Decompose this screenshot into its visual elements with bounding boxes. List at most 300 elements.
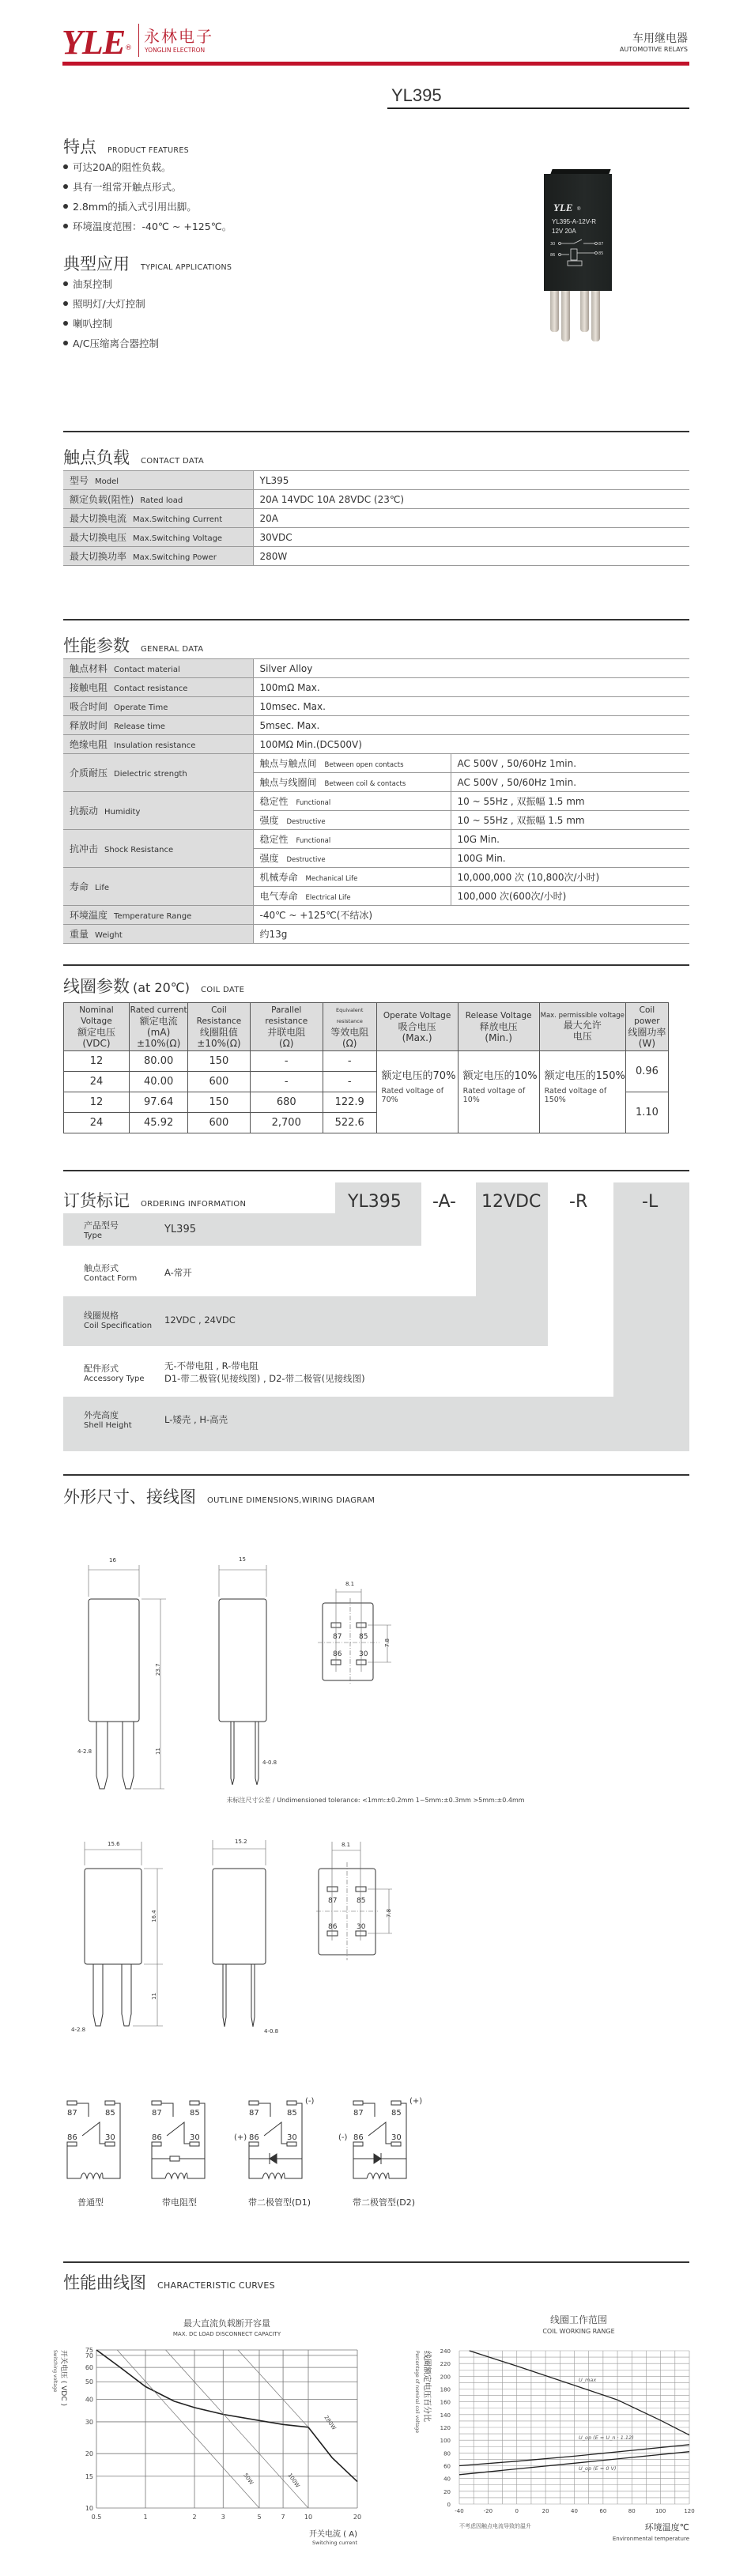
label-en: Rated load <box>140 496 183 505</box>
column-header <box>625 1003 668 1051</box>
row-label <box>63 547 253 566</box>
x-tick-label: 5 <box>257 2514 262 2521</box>
column-header <box>64 1003 130 1051</box>
pin-icon <box>591 291 600 341</box>
y-tick-label: 220 <box>440 2361 451 2368</box>
applications-subtitle: TYPICAL APPLICATIONS <box>141 263 232 272</box>
pin-icon <box>580 291 589 332</box>
dim-height: 16.4 <box>151 1910 157 1922</box>
x-axis-label: 开关电流 ( A) <box>308 2530 357 2539</box>
label-cn: 触点形式 <box>84 1263 119 1273</box>
x-tick-label: 60 <box>599 2508 607 2514</box>
header-en: Coil power <box>634 1005 660 1026</box>
header-en: Equivalent resistance <box>335 1007 364 1024</box>
code-part-shell: -L <box>642 1192 659 1212</box>
label-en: Life <box>95 884 110 892</box>
ordering-title: 订货标记 <box>63 1191 130 1210</box>
row-value: YL395 <box>253 471 689 490</box>
registered-mark: ® <box>125 44 132 52</box>
label-cn: 触点材料 <box>70 663 108 674</box>
pin-label-86: 86 <box>328 1923 338 1931</box>
label-cn: 接触电阻 <box>70 682 108 693</box>
sub-label <box>253 849 451 868</box>
brand-name-en: YONGLIN ELECTRON <box>145 47 206 54</box>
header-en: Operate Voltage <box>383 1011 451 1020</box>
note-en: Rated voltage of 10% <box>462 1087 526 1104</box>
label-en: Type <box>84 1231 102 1240</box>
label-cn: 重量 <box>70 929 89 940</box>
polarity-right: (-) <box>305 2097 315 2106</box>
row-label <box>63 697 253 716</box>
applications-list <box>63 273 159 353</box>
cell: 2,700 <box>250 1113 323 1133</box>
coil-data-table <box>63 1002 669 1133</box>
cell: 24 <box>64 1113 130 1133</box>
column-header <box>323 1003 376 1051</box>
list-item: A/C压缩离合器控制 <box>63 333 159 353</box>
list-item: 环境温度范围：-40℃ ~ +125℃。 <box>63 216 232 236</box>
x-tick-label: 100 <box>655 2508 666 2514</box>
label-en: Release time <box>114 722 165 731</box>
table-row <box>63 925 689 944</box>
outline-drawing-short <box>47 1834 711 2047</box>
x-axis-label: 环境温度℃ <box>644 2522 689 2533</box>
code-part-contact: -A- <box>432 1192 456 1212</box>
label-cn: 线圈规格 <box>84 1311 119 1321</box>
sub-label-cn: 稳定性 <box>259 834 289 845</box>
pin-label-86: 86 <box>333 1650 342 1658</box>
ordering-value: YL395 <box>164 1224 196 1235</box>
y-tick-label: 200 <box>440 2374 451 2381</box>
x-tick-label: 20 <box>542 2508 549 2514</box>
relay-pin-87: 87 <box>598 242 604 247</box>
wiring-caption: 带二极管型(D2) <box>353 2197 416 2208</box>
cell: 97.64 <box>129 1092 187 1113</box>
series-annotation: 50W <box>242 2472 255 2487</box>
sub-label-cn: 触点与触点间 <box>259 758 317 769</box>
pin-icon <box>561 291 570 341</box>
column-header <box>129 1003 187 1051</box>
label-en: Weight <box>95 931 123 940</box>
dim-depth: 15.2 <box>235 1839 247 1845</box>
row-label <box>63 716 253 735</box>
contact-data-table <box>63 470 689 566</box>
row-label <box>63 471 253 490</box>
label-cn: 产品型号 <box>84 1220 119 1231</box>
coil-heading <box>63 974 244 998</box>
label-en: Accessory Type <box>84 1374 145 1383</box>
relay-pin-85: 85 <box>598 251 604 256</box>
label-en: Model <box>95 477 119 486</box>
row-label <box>63 528 253 547</box>
row-value: -40℃ ~ +125℃(不结冰) <box>253 906 689 925</box>
note-en: Rated voltage of 150% <box>544 1087 607 1104</box>
chart-note: 不考虑因触点电流导致的温升 <box>459 2523 531 2529</box>
table-row <box>63 547 689 566</box>
max-note <box>539 1051 625 1133</box>
label-cn: 额定负载(阻性) <box>70 494 134 505</box>
code-part-type: YL395 <box>348 1192 402 1212</box>
sub-label-cn: 电气寿命 <box>259 891 298 902</box>
dim-height: 23.7 <box>155 1663 161 1676</box>
cell: 122.9 <box>323 1092 376 1113</box>
coil-title: 线圈参数 <box>63 977 130 996</box>
y-axis-label: 开关电压 ( VDC ) <box>59 2350 67 2406</box>
table-row <box>63 490 689 509</box>
relay-rating: 12V 20A <box>552 228 576 235</box>
column-header <box>376 1003 458 1051</box>
y-tick-label: 10 <box>85 2505 93 2512</box>
row-value: 20A <box>253 509 689 528</box>
ordering-value: 12VDC , 24VDC <box>164 1314 236 1326</box>
wiring-diagrams <box>47 2087 711 2221</box>
sub-label-cn: 强度 <box>259 853 279 864</box>
pin-label-87: 87 <box>67 2109 77 2118</box>
y-axis-label-en: Switching voltage <box>52 2350 58 2393</box>
cell: 80.00 <box>129 1051 187 1072</box>
list-item: 油泵控制 <box>63 273 159 293</box>
ordering-value-2: D1-带二极管(见接线图) , D2-带二极管(见接线图) <box>164 1373 365 1384</box>
y-axis-label: 线圈额定电压百分比 <box>422 2351 431 2422</box>
brand-name-cn: 永林电子 <box>144 27 213 46</box>
row-label <box>63 754 253 792</box>
x-tick-label: 40 <box>571 2508 578 2514</box>
y-tick-label: 30 <box>85 2418 93 2426</box>
ordering-value: 无-不带电阻 , R-带电阻 <box>164 1360 259 1371</box>
relay-reg: ® <box>577 207 581 212</box>
cell: 12 <box>64 1051 130 1072</box>
header-cn: 线圈功率 <box>628 1027 666 1038</box>
pin-label-85: 85 <box>190 2109 200 2118</box>
label-en: Operate Time <box>114 703 168 712</box>
code-part-accessory: -R <box>569 1192 588 1212</box>
polarity-left: (-) <box>338 2133 348 2142</box>
ordering-value: L-矮壳 , H-高壳 <box>164 1413 228 1425</box>
dim-width: 15.6 <box>108 1841 120 1847</box>
relay-pin-86: 86 <box>550 253 556 258</box>
features-subtitle: PRODUCT FEATURES <box>108 146 189 155</box>
pin-label-30: 30 <box>359 1650 368 1658</box>
y-axis-label-en: Percentage of nominal coil voltage <box>414 2351 420 2434</box>
ordering-heading <box>63 1188 246 1212</box>
x-tick-label: -20 <box>483 2508 493 2514</box>
pin-label-85: 85 <box>391 2109 402 2118</box>
row-value: AC 500V , 50/60Hz 1min. <box>451 754 689 773</box>
outline-drawing-tall <box>47 1518 711 1778</box>
pin-label-30: 30 <box>287 2133 297 2142</box>
coil-power: 1.10 <box>625 1092 668 1133</box>
general-heading <box>63 633 203 657</box>
row-label <box>63 659 253 678</box>
x-axis-label-en: Environmental temperature <box>612 2536 689 2542</box>
chart-title: 线圈工作范围 <box>549 2314 608 2325</box>
contact-subtitle: CONTACT DATA <box>141 457 204 466</box>
sub-label <box>253 792 451 811</box>
general-subtitle: GENERAL DATA <box>141 645 204 654</box>
polarity-right: (+) <box>409 2097 423 2106</box>
tolerance-note: 未标注尺寸公差 / Undimensioned tolerance: <1mm:±0.2mm 1~5mm:±0.3mm >5mm:±0.4mm <box>226 1797 525 1804</box>
series-line-0 <box>96 2350 357 2482</box>
header-cn: 额定电流(mA) <box>139 1016 178 1038</box>
header-cn: 吸合电压 <box>398 1021 436 1032</box>
sub-label-cn: 触点与线圈间 <box>259 777 317 788</box>
section-divider <box>63 1474 689 1476</box>
row-label <box>63 490 253 509</box>
cell: 680 <box>250 1092 323 1113</box>
header-unit: ±10%(Ω) <box>197 1038 241 1049</box>
dim-pin-thickness: 4-0.8 <box>262 1759 277 1766</box>
wiring-diagram-d2 <box>338 2087 466 2221</box>
row-label <box>63 792 253 830</box>
cell: 12 <box>64 1092 130 1113</box>
dim-pin-thickness: 4-0.8 <box>264 2028 279 2035</box>
y-tick-label: 50 <box>85 2378 93 2386</box>
section-divider <box>63 1170 689 1171</box>
label-en: Shock Resistance <box>104 846 174 854</box>
general-data-table <box>63 658 689 944</box>
label-en: Temperature Range <box>114 912 192 921</box>
table-row <box>63 697 689 716</box>
cell: 150 <box>188 1092 250 1113</box>
pin-label-85: 85 <box>359 1633 368 1641</box>
cell: - <box>323 1051 376 1072</box>
note-en: Rated voltage of 70% <box>381 1087 444 1104</box>
x-tick-label: 10 <box>304 2514 313 2521</box>
table-row <box>64 1051 669 1072</box>
category-en: AUTOMOTIVE RELAYS <box>619 46 688 53</box>
cell: 600 <box>188 1072 250 1092</box>
header-cn: 等效电阻 <box>330 1027 369 1038</box>
sub-label <box>253 830 451 849</box>
header-cn: 额定电压 <box>77 1027 115 1038</box>
wiring-caption: 带电阻型 <box>162 2197 197 2208</box>
pin-label-30: 30 <box>391 2133 402 2142</box>
sub-label <box>253 754 451 773</box>
wiring-caption: 普通型 <box>77 2197 104 2208</box>
y-tick-label: 160 <box>440 2399 451 2406</box>
page-title: YL395 <box>391 85 442 105</box>
pin-label-85: 85 <box>105 2109 115 2118</box>
label-cn: 外壳高度 <box>84 1410 119 1420</box>
header-unit: (Min.) <box>485 1032 512 1043</box>
ordering-row-type <box>84 1219 196 1240</box>
chart-title: 最大直流负载断开容量 <box>183 2318 270 2329</box>
pin-label-86: 86 <box>353 2133 364 2142</box>
brand-logo: YLE <box>62 23 126 62</box>
dim-pitch-y: 7.8 <box>386 1908 392 1918</box>
relay-part-number: YL395-A-12V-R <box>552 218 597 225</box>
cell: 45.92 <box>129 1113 187 1133</box>
coil-power: 0.96 <box>625 1051 668 1092</box>
label-en: Contact material <box>114 666 180 674</box>
ordering-row-shell <box>84 1409 228 1430</box>
header-cn: 释放电压 <box>479 1021 518 1032</box>
y-tick-label: 240 <box>440 2348 451 2355</box>
y-tick-label: 70 <box>85 2352 93 2359</box>
cell: - <box>250 1051 323 1072</box>
product-photo <box>544 174 612 291</box>
sub-label-en: Destructive <box>286 856 326 864</box>
chart-dc-load <box>47 2312 379 2576</box>
y-tick-label: 140 <box>440 2412 451 2419</box>
pin-label-87: 87 <box>152 2109 162 2118</box>
label-cn: 环境温度 <box>70 910 108 921</box>
y-tick-label: 80 <box>443 2450 451 2457</box>
label-en: Contact Form <box>84 1274 138 1283</box>
y-tick-label: 15 <box>85 2472 93 2480</box>
label-en: Shell Height <box>84 1421 132 1430</box>
cell: 150 <box>188 1051 250 1072</box>
pin-label-30: 30 <box>357 1923 366 1931</box>
pin-label-86: 86 <box>67 2133 77 2142</box>
curves-heading <box>63 2270 275 2294</box>
relay-pin-30: 30 <box>550 242 556 247</box>
header-en: Rated current <box>130 1005 187 1015</box>
row-value: 10G Min. <box>451 830 689 849</box>
sub-label-en: Between open contacts <box>324 761 404 769</box>
code-part-coil: 12VDC <box>481 1192 542 1212</box>
row-value: 10,000,000 次 (10,800次/小时) <box>451 868 689 887</box>
chart-subtitle: COIL WORKING RANGE <box>542 2328 615 2335</box>
list-item: 2.8mm的插入式引用出脚。 <box>63 196 232 216</box>
column-header <box>188 1003 250 1051</box>
table-row <box>63 830 689 849</box>
label-cn: 吸合时间 <box>70 701 108 712</box>
series-line-3 <box>238 2350 308 2427</box>
contact-heading <box>63 445 204 469</box>
header-en: Parallel resistance <box>265 1005 308 1026</box>
row-label <box>63 678 253 697</box>
header-en: Release Voltage <box>465 1011 532 1020</box>
sub-label-en: Electrical Life <box>305 894 351 902</box>
row-value: 100MΩ Min.(DC500V) <box>253 735 689 754</box>
y-tick-label: 60 <box>85 2364 93 2372</box>
label-cn: 抗冲击 <box>70 843 99 854</box>
dim-pitch-y: 7.8 <box>384 1638 391 1647</box>
section-divider <box>63 619 689 620</box>
table-row <box>63 735 689 754</box>
polarity-left: (+) <box>234 2133 247 2142</box>
pin-icon <box>550 291 559 332</box>
label-en: Max.Switching Current <box>133 515 223 524</box>
header-unit: (Ω) <box>342 1038 357 1049</box>
header-en: Nominal Voltage <box>79 1005 114 1026</box>
y-tick-label: 0 <box>447 2502 451 2508</box>
dim-pin-width: 4-2.8 <box>71 2027 86 2033</box>
x-tick-label: -40 <box>455 2508 464 2514</box>
ordering-row-coil <box>84 1309 236 1330</box>
ordering-subtitle: ORDERING INFORMATION <box>141 1200 247 1209</box>
label-en: Contact resistance <box>114 685 188 693</box>
column-header <box>250 1003 323 1051</box>
series-label: U_op (E = 0 V) <box>579 2465 617 2472</box>
row-value: 10 ~ 55Hz , 双振幅 1.5 mm <box>451 811 689 830</box>
row-value: 30VDC <box>253 528 689 547</box>
relay-schematic-icon <box>550 239 606 267</box>
series-line-1 <box>117 2350 259 2508</box>
list-item: 喇叭控制 <box>63 313 159 333</box>
cell: 600 <box>188 1113 250 1133</box>
section-divider <box>63 964 689 966</box>
row-label <box>63 509 253 528</box>
wiring-diagram-d1 <box>234 2087 362 2221</box>
cell: 522.6 <box>323 1113 376 1133</box>
dim-pin-width: 4-2.8 <box>77 1748 92 1755</box>
chart-subtitle: MAX. DC LOAD DISCONNECT CAPACITY <box>172 2331 281 2337</box>
sub-label-cn: 稳定性 <box>259 796 289 807</box>
table-row <box>63 868 689 887</box>
outline-title: 外形尺寸、接线图 <box>63 1488 196 1507</box>
applications-title: 典型应用 <box>63 255 130 273</box>
y-tick-label: 20 <box>85 2450 93 2458</box>
y-tick-label: 120 <box>440 2425 451 2431</box>
outline-heading <box>63 1484 375 1508</box>
curves-title: 性能曲线图 <box>63 2273 146 2292</box>
x-tick-label: 2 <box>192 2514 197 2521</box>
y-tick-label: 40 <box>85 2396 93 2404</box>
header-cn: 并联电阻 <box>267 1027 306 1038</box>
x-axis-label-en: Switching current <box>311 2540 357 2546</box>
header-en: Max. permissible voltage <box>540 1012 625 1020</box>
series-annotation: 280W <box>323 2414 338 2431</box>
x-tick-label: 20 <box>353 2514 362 2521</box>
row-value: 5msec. Max. <box>253 716 689 735</box>
features-heading <box>63 134 189 158</box>
header-unit: 电压 <box>572 1031 592 1042</box>
sub-label <box>253 868 451 887</box>
label-cn: 配件形式 <box>84 1363 119 1374</box>
y-tick-label: 20 <box>443 2488 451 2495</box>
row-value: 280W <box>253 547 689 566</box>
x-tick-label: 0.5 <box>91 2514 102 2521</box>
x-tick-label: 1 <box>143 2514 148 2521</box>
table-row <box>63 754 689 773</box>
section-divider <box>63 2261 689 2263</box>
y-tick-label: 100 <box>440 2438 451 2445</box>
row-value: 100,000 次(600次/小时) <box>451 887 689 906</box>
release-note <box>458 1051 539 1133</box>
contact-title: 触点负载 <box>63 448 130 467</box>
y-tick-label: 60 <box>443 2463 451 2470</box>
row-value: 约13g <box>253 925 689 944</box>
logo-divider <box>138 24 139 57</box>
label-en: Max.Switching Voltage <box>133 534 223 543</box>
pin-label-86: 86 <box>249 2133 259 2142</box>
series-annotation: 100W <box>286 2472 301 2489</box>
table-row <box>63 471 689 490</box>
relay-logo: YLE <box>553 202 573 213</box>
sub-label <box>253 811 451 830</box>
features-list <box>63 157 232 236</box>
label-cn: 绝缘电阻 <box>70 739 108 750</box>
row-label <box>63 868 253 906</box>
series-line-2 <box>166 2350 309 2508</box>
table-row <box>63 528 689 547</box>
header-rule <box>62 62 689 66</box>
pin-label-30: 30 <box>105 2133 115 2142</box>
table-row <box>63 509 689 528</box>
row-label <box>63 906 253 925</box>
x-tick-label: 3 <box>221 2514 225 2521</box>
x-tick-label: 0 <box>515 2508 519 2514</box>
sub-label-en: Functional <box>296 799 331 807</box>
pin-label-30: 30 <box>190 2133 200 2142</box>
label-cn: 抗振动 <box>70 805 99 817</box>
row-label <box>63 735 253 754</box>
applications-heading <box>63 251 232 275</box>
note-cn: 额定电压的70% <box>381 1070 456 1082</box>
pin-label-86: 86 <box>152 2133 162 2142</box>
